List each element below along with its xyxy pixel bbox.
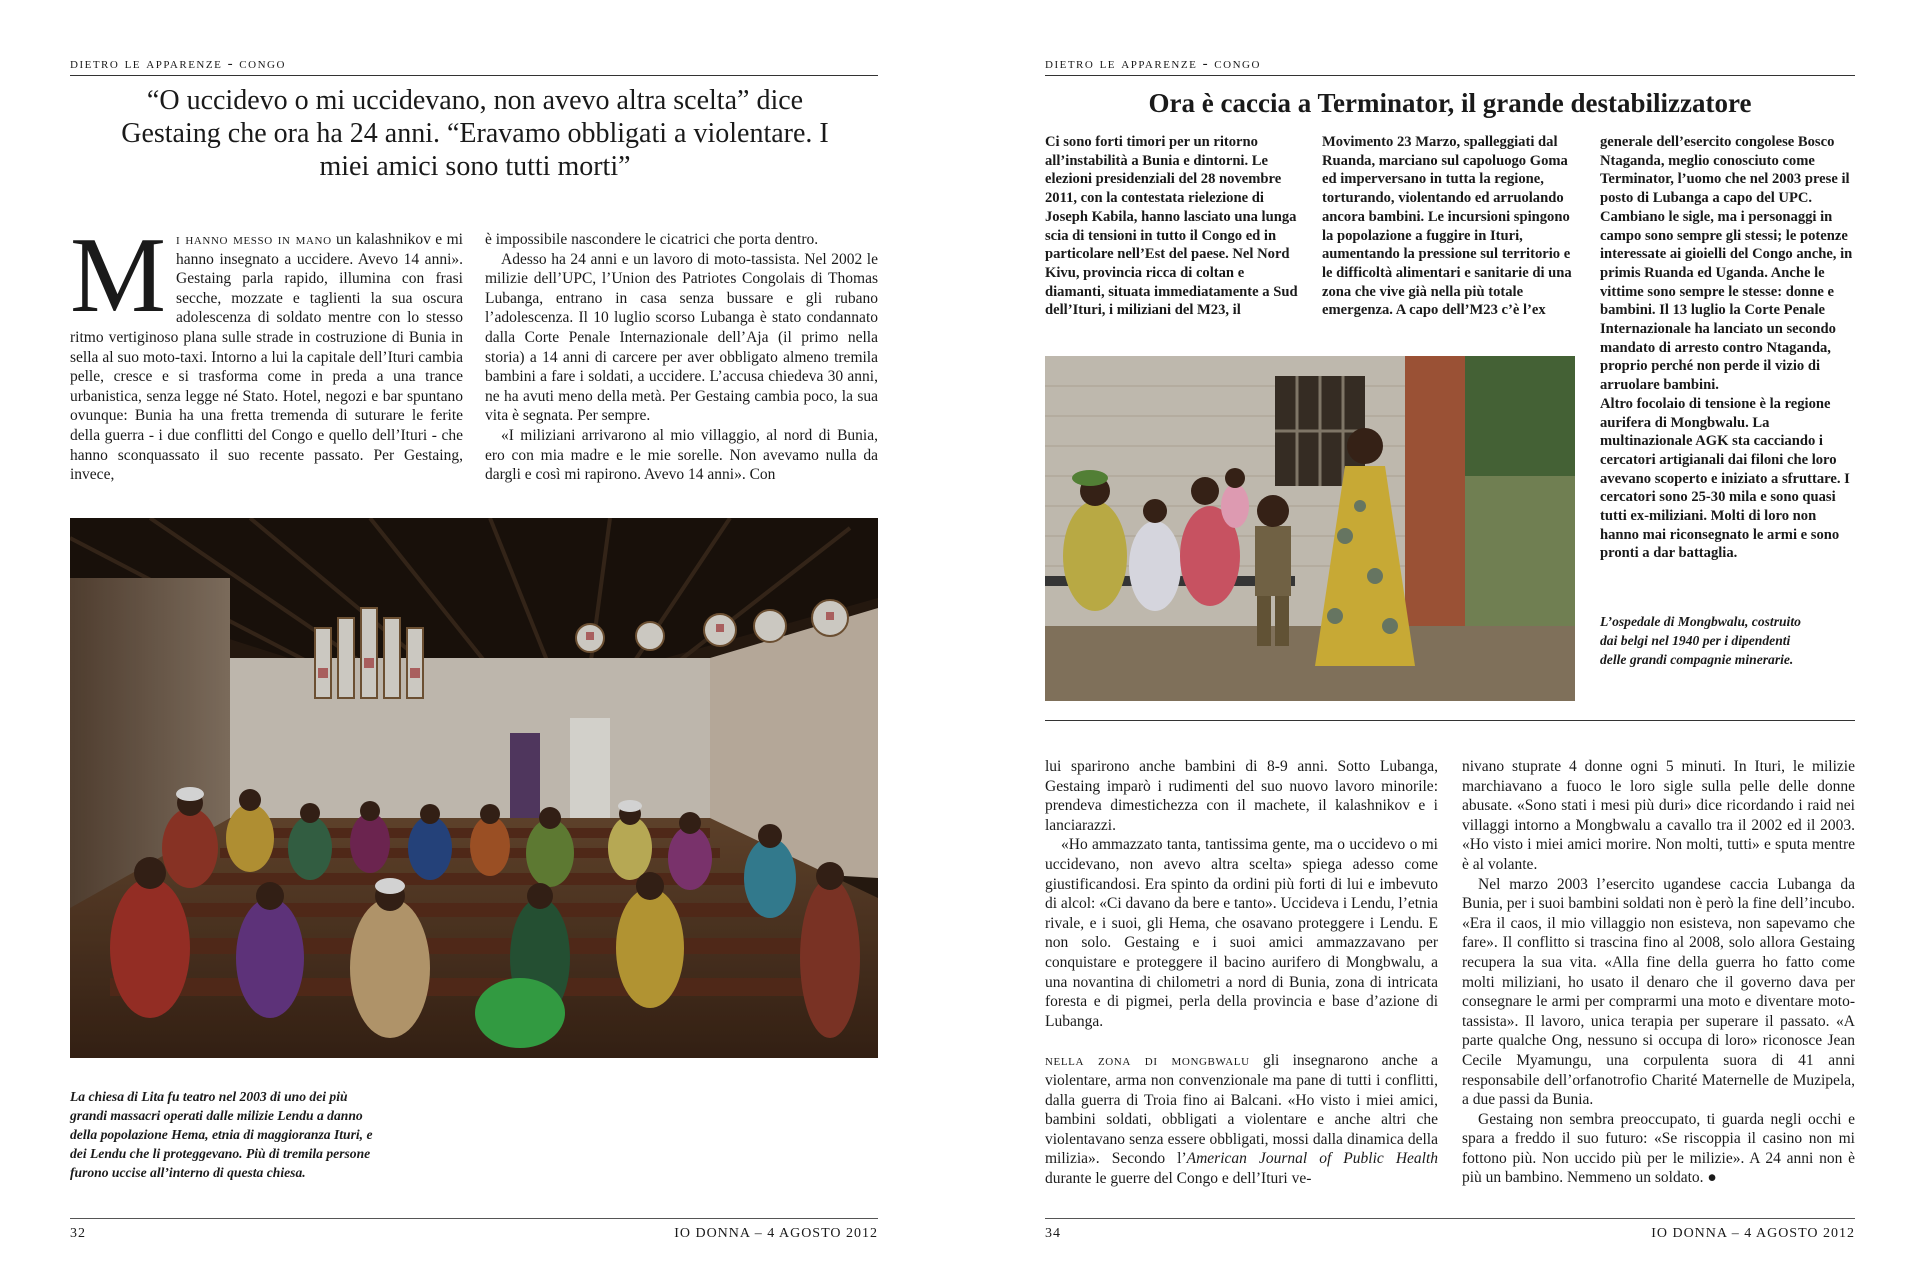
issue-info: IO DONNA – 4 AGOSTO 2012 (674, 1226, 878, 1241)
photo-caption: La chiesa di Lita fu teatro nel 2003 di uno dei più grandi massacri operati dalle milizie Lendu a danno della popolazione Hema, etnia di maggioranza Ituri, e dei Lendu che li proteggevano. Più di tremila persone furono uccise all’interno di questa chiesa. (70, 1089, 373, 1180)
footer-rule (1045, 1218, 1855, 1219)
footer-rule (70, 1218, 878, 1219)
end-mark: ● (1707, 1169, 1717, 1187)
hospital-photo (1045, 356, 1575, 701)
section-small-caps: nella zona di mongbwalu (1045, 1052, 1250, 1070)
right-page (960, 0, 1920, 1280)
church-interior-image (70, 518, 878, 1058)
paragraph-text: gli insegnarono anche a violentare, arma non convenzionale ma pane di tutti i conflitti, dalla guerra di Troia fino ai Balcani. «Ho visto i miei amici, bambini soldati, obbligati a violentare e anche altri che violentavano senza essere obbligati, mossi dalla dinamica della milizia». Secondo l’ (1045, 1052, 1438, 1168)
lead-small-caps: i hanno messo in mano (176, 231, 332, 248)
article-column-1 (70, 216, 463, 485)
church-photo (70, 518, 878, 1058)
article-column-1 (1045, 757, 1438, 1188)
paragraph (1045, 1051, 1438, 1188)
box-column-2 (1322, 133, 1577, 320)
paragraph: Nel marzo 2003 l’esercito ugandese caccia Lubanga da Bunia, per i suoi bambini soldati non è però la fine dell’incubo. «Era il caos, il mio villaggio non esisteva, non sapevamo che fare». Il conflitto si trascina fino al 2008, solo allora Gestaing recupera la sua vita. «Alla fine della guerra ho fatto come molti miliziani, ho usato il denaro che il governo dava per consegnare le armi per comprarmi una moto e diventare moto-tassista». Il lavoro, unica terapia per superare il passato. «A parte qualche Ong, nessuno si occupa di loro» riconosce Jean Cecile Myamungu, una corpulenta suora di 41 anni responsabile dell’orfanotrofio Charité Maternelle de Muzipela, a due passi da Bunia. (1462, 875, 1856, 1109)
hospital-scene-image (1045, 356, 1575, 701)
photo-caption: L’ospedale di Mongbwalu, costruito dai belgi nel 1940 per i dipendenti delle grandi compagnie minerarie. (1600, 614, 1801, 667)
paragraph: generale dell’esercito congolese Bosco Ntaganda, meglio conosciuto come Terminator, l’uomo che nel 2003 prese il posto di Lubanga a capo del UPC. Cambiano le sigle, ma i personaggi in campo sono sempre gli stessi; le potenze interessate ai gioielli del Congo anche, in primis Ruanda ed Uganda. Anche le vittime sono sempre le stesse: donne e bambini. Il 13 luglio la Corte Penale Internazionale ha lanciato un secondo mandato di arresto contro Ntaganda, proprio perché non perde il vizio di arruolare bambini. (1600, 134, 1853, 394)
paragraph (1462, 1110, 1855, 1188)
paragraph: è impossibile nascondere le cicatrici che porta dentro. (485, 231, 819, 248)
issue-info: IO DONNA – 4 AGOSTO 2012 (1651, 1226, 1855, 1241)
paragraph: Adesso ha 24 anni e un lavoro di moto-tassista. Nel 2002 le milizie dell’UPC, l’Union des Patriotes Congolais di Thomas Lubanga, entrano in casa senza bussare e gli rubano l’adolescenza. Il 10 luglio scorso Lubanga è stato condannato dalla Corte Penale Internazionale dell’Aja (il primo nella storia) a 14 anni di carcere per aver obbligato almeno tremila bambini a fare i soldati, a uccidere. L’accusa chiedeva 30 anni, ne ha avuti meno della metà. Per Gestaing cambia poco, la sua vita è segnata. Per sempre. (485, 250, 878, 425)
paragraph: «I miliziani arrivarono al mio villaggio, al nord di Bunia, ero con mia madre e le mie sorelle. Non avevamo nulla da dargli e così mi rapirono. Avevo 14 anni». Con (485, 426, 878, 484)
paragraph: nivano stuprate 4 donne ogni 5 minuti. In Ituri, le milizie marchiavano a fuoco le loro sigle sulla pelle delle donne abusate. «Sono stati i mesi più duri» dice ricordando i raid nei villaggi intorno a Mongbwalu a cavallo tra il 2002 ed il 2003. «Ho visto i miei amici morire. Non molti, tutti» e sputa mentre è al volante. (1462, 758, 1855, 873)
box-column-1 (1045, 133, 1300, 320)
paragraph: Altro focolaio di tensione è la regione aurifera di Mongbwalu. La multinazionale AGK sta cacciando i cercatori artigianali dai filoni che loro avevano scoperto e iniziato a sfruttare. I cercatori sono 25-30 mila e sono quasi tutti ex-miliziani. Molti di loro non hanno mai riconsegnato le armi e sono pronti a dar battaglia. (1600, 395, 1850, 562)
paragraph: lui sparirono anche bambini di 8-9 anni. Sotto Lubanga, Gestaing imparò i rudimenti del suo nuovo lavoro minorile: prendeva dimestichezza con il machete, il kalashnikov e i lanciarazzi. (1045, 758, 1438, 834)
pull-quote-headline: “O uccidevo o mi uccidevano, non avevo altra scelta” dice Gestaing che ora ha 24 anni. “Eravamo obbligati a violentare. I miei amici sono tutti morti” (121, 85, 829, 182)
box-title: Ora è caccia a Terminator, il grande destabilizzatore (1148, 88, 1752, 118)
paragraph: «Ho ammazzato tanta, tantissima gente, ma o uccidevo o mi uccidevano, non avevo altra scelta» spiega adesso come giustificandosi. Era spinto da ordini più forti di lui e imbevuto di alcol: «Ci davano da bere e tanto». Uccideva i Lendu, l’etnia rivale, e i suoi, gli Hema, che osavano proteggere i Lendu. E non solo. Gestaing e i suoi amici ammazzavano per conquistare e proteggere il bacino aurifero di Mongbwalu, a una novantina di chilometri a nord di Bunia, zona di intricata foresta e di pigmei, perla della provincia e base d’azione di Lubanga. (1045, 836, 1438, 1030)
paragraph: Movimento 23 Marzo, spalleggiati dal Ruanda, marciano sul capoluogo Goma ed imperversano in tutta la regione, torturando, violentando ed arruolando ancora bambini. Le incursioni spingono la popolazione a fuggire in Ituri, aumentando la pressione sul territorio e le difficoltà alimentari e sanitarie di una zona che vive già nella più totale emergenza. A capo dell’M23 c’è l’ex (1322, 134, 1572, 319)
journal-title: American Journal of Public Health (1186, 1150, 1439, 1168)
paragraph-text: durante le guerre del Congo e dell’Ituri ve- (1045, 1169, 1312, 1187)
page-number: 32 (70, 1226, 86, 1241)
section-label: dietro le apparenze - congo (70, 56, 286, 72)
header-rule (70, 75, 878, 76)
header-rule (1045, 75, 1855, 76)
box-column-3 (1600, 133, 1855, 563)
page-number: 34 (1045, 1226, 1061, 1241)
article-column-2 (1462, 757, 1855, 1188)
drop-cap: M (70, 216, 167, 335)
section-label: dietro le apparenze - congo (1045, 56, 1261, 72)
paragraph-text: Gestaing non sembra preoccupato, ti guarda negli occhi e spara a freddo il suo futuro: «Se riscoppia il casino non mi fottono più. Non uccido più per le milizie». A 24 anni non è più un bambino. Nemmeno un soldato. (1462, 1110, 1855, 1187)
article-column-2 (485, 230, 878, 485)
lead-paragraph: un kalashnikov e mi hanno insegnato a uccidere. Avevo 14 anni». Gestaing parla rapido, illumina con frasi secche, mozzate e taglienti la sua oscura adolescenza di soldato mentre con lo stesso ritmo vertiginoso plana sulle strade in costruzione di Bunia in sella al suo moto-taxi. Intorno a lui la capitale dell’Ituri cambia pelle, cresce e si trasforma come in preda a una trance urbanistica, senza legge né Stato. Hotel, negozi e bar spuntano ovunque: Bunia ha una fretta tremenda di suturare le ferite della guerra - i due conflitti del Congo e quello dell’Ituri - che hanno sconquassato il suo recente passato. Per Gestaing, invece, (70, 231, 463, 484)
box-bottom-rule (1045, 720, 1855, 721)
paragraph: Ci sono forti timori per un ritorno all’instabilità a Bunia e dintorni. Le elezioni presidenziali del 28 novembre 2011, con la contestata rielezione di Joseph Kabila, hanno lasciato una lunga scia di tensioni in tutto il Congo ed in particolare nell’Est del paese. Nel Nord Kivu, provincia ricca di coltan e diamanti, situata immediatamente a Sud dell’Ituri, i miliziani del M23, il (1045, 134, 1298, 319)
